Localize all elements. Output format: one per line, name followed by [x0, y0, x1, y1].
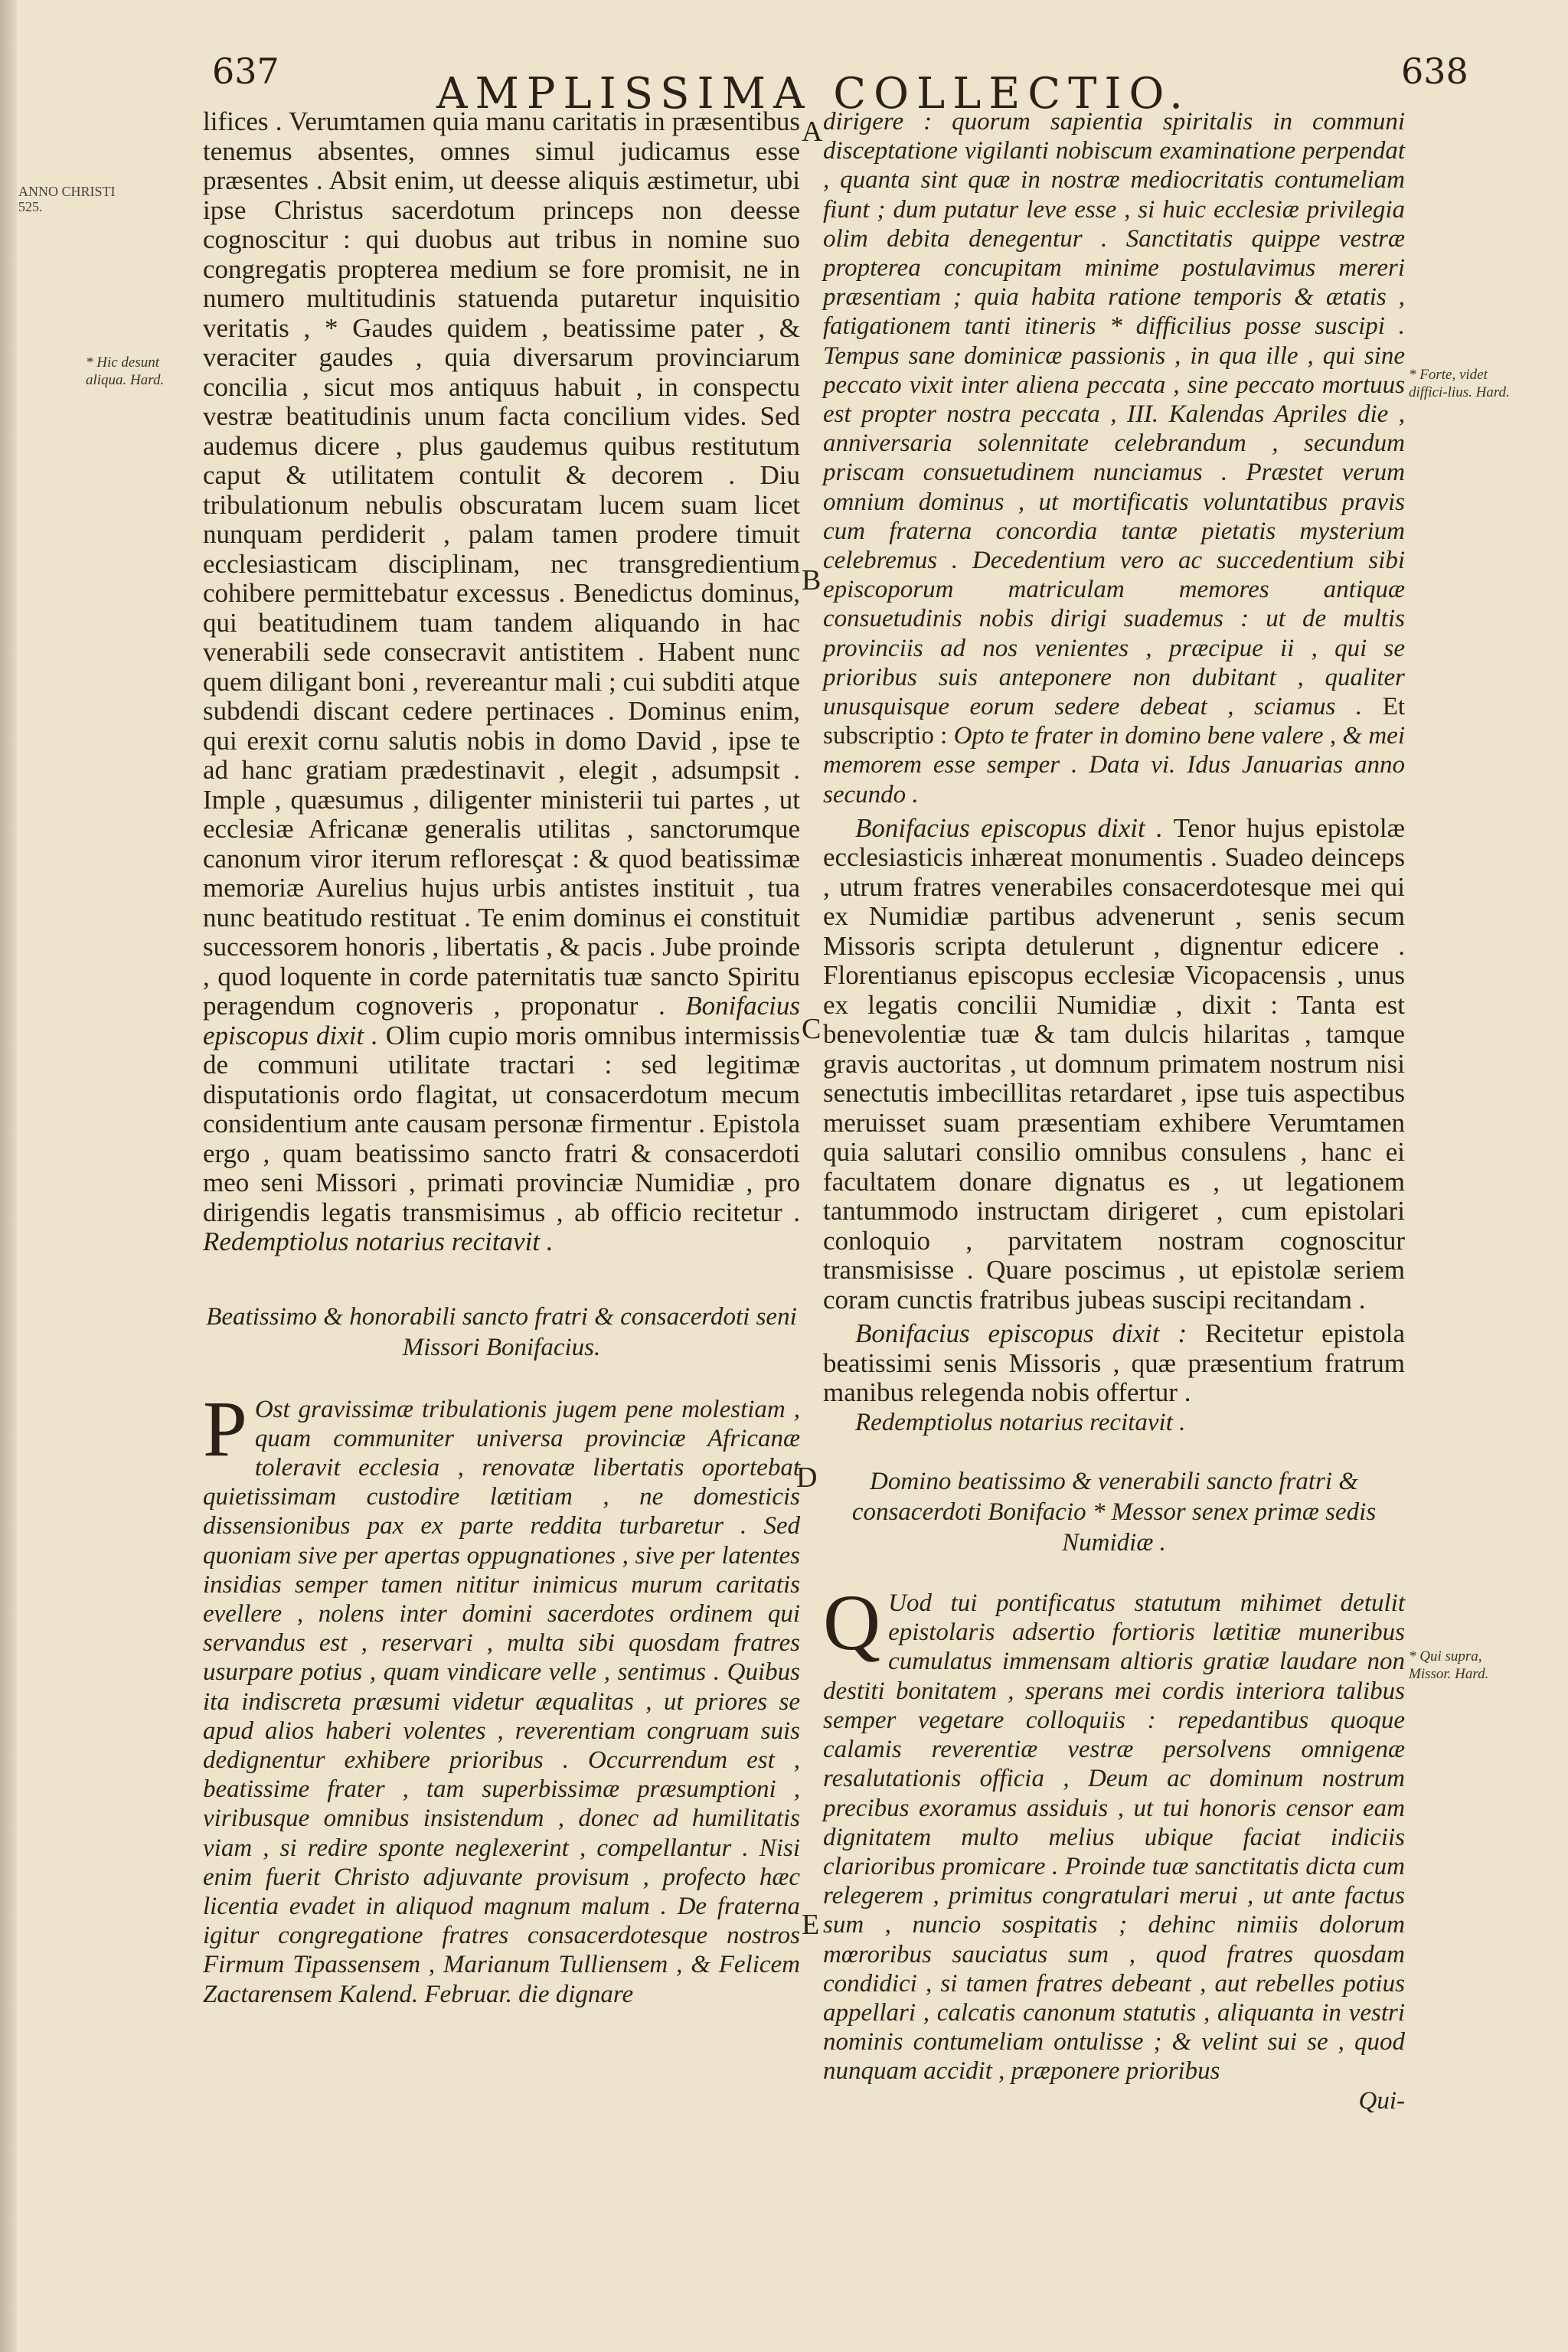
right-letter-title: Domino beatissimo & venerabili sancto fratri & consacerdoti Bonifacio * Messor senex primæ sedis Numidiæ . [851, 1468, 1377, 1557]
outer-margin-anno [18, 184, 116, 214]
left-body [203, 107, 800, 1257]
anno-year: 525. [18, 199, 43, 214]
section-letter-b: B [802, 564, 822, 596]
right-letter [823, 1579, 1405, 2086]
margin-note-forte: * Forte, videt diffici-lius. Hard. [1409, 367, 1510, 400]
right-letter-continuation [823, 107, 1405, 809]
margin-note-qui: * Qui supra, Missor. Hard. [1409, 1648, 1489, 1682]
right-speaker-2: Bonifacius episcopus dixit : [855, 1318, 1187, 1349]
right-page-number: 638 [1401, 51, 1468, 92]
right-column [823, 107, 1405, 2115]
left-page-number: 637 [212, 51, 279, 92]
section-letter-c: C [802, 1013, 822, 1045]
right-roman-2: Tenor hujus epistolæ ecclesiasticis inhæreat monumentis . Suadeo deinceps , utrum fratres venerabiles consacerdotesque mei qui ex Numidiæ partibus advenerunt , senis secum Missoris scripta detulerunt , dignentur edicere . Florentianus episcopus ecclesiæ Vicopacensis , unus ex legatis concilii Numidiæ , dixit : Tanta est benevolentiæ tuæ & tam dulcis hilaritas , tamque gravis auctoritas , ut domnum primatem nostrum nisi senectutis imbecillitas retardaret , ipse tuis aspectibus meruisset suam præsentiam exhibere Verumtamen quia salutari consilio omnibus consulens , hanc ei facultatem donare dignatus es , ut legationem tantummodo instructam dirigeret , cum epistolari conloquio , parvitatem nostram cognoscitur transmisisse . Quare poscimus , ut epistolæ seriem coram cunctis fratribus jubeas suscipi recitandam . [823, 812, 1405, 1315]
anno-label: ANNO CHRISTI [18, 184, 116, 199]
catchword: Qui- [1358, 2086, 1405, 2115]
left-dropcap: P [203, 1384, 247, 1473]
right-speaker-1: Bonifacius episcopus dixit . [855, 812, 1163, 843]
left-letter [203, 1384, 800, 2009]
section-letter-e: E [802, 1909, 820, 1941]
right-letter-text: Uod tui pontificatus statutum mihimet detulit epistolaris adsertio fortioris lætitiæ muneribus cumulatus immensam altioris gratiæ laudare non destiti bonitatem , sperans mei cordis interiora talibus semper vegetare colloquiis : repedantibus quoque calamis reverentiæ vestræ persolvens omnigenæ resalutationis officia , Deum ac dominum nostrum precibus exoramus assiduis , ut tui honoris censor eam dignitatem multo melius ubique faciat indiciis clarioribus promicare . Proinde tuæ sanctitatis dicta cum relegerem , primitus congratulari merui , ut ante factus sum , nuncio sospitatis ; dehinc nimiis dolorum mœroribus sauciatus sum , quod fratres quosdam condidici , si tamen fratres debeant , aut rebelles potius appellari , calcatis canonum statutis , aliquanta in vestri nominis contumeliam ontulisse ; & velint sui se , quod nunquam accidit , præponere prioribus [823, 1589, 1405, 2086]
right-paragraph-3 [823, 1319, 1405, 1408]
left-letter-title: Beatissimo & honorabili sancto fratri & consacerdoti seni Missori Bonifacius. [206, 1302, 797, 1361]
left-main-text-2: Olim cupio moris omnibus intermissis de communi utilitate tractari : sed legitimæ disputationis ordo flagitat, ut consacerdotum mecum considentium ante causam personæ firmentur . Epistola ergo , quam beatissimo sancto fratri & consacerdoti meo seni Missori , primati provinciæ Numidiæ , pro dirigendis legatis transmisimus , ab officio recitetur . [203, 1020, 800, 1227]
left-speaker: Bonifacius episcopus dixit . [203, 991, 800, 1050]
page-edge [0, 0, 17, 2352]
right-paragraph-2 [823, 814, 1405, 1315]
section-letter-d: D [796, 1462, 818, 1494]
left-letter-text: Ost gravissimæ tribulationis jugem pene molestiam , quam communiter universa provinciæ Africanæ toleravit ecclesia , renovatæ libertatis oportebat quietissimam custodire lætitiam , ne domesticis dissensionibus pax ex parte reddita turbaretur . Sed quoniam sive per apertas oppugnationes , sive per latentes insidias semper tamen nititur inimicus murum caritatis evellere , nolens inter domini sacerdotes ordinem qui servandus est , reservari , multa sibi quosdam fratres usurpare potius , quam vindicare velle , sentimus . Quibus ita indiscreta præsumi videtur æqualitas , ut priores se apud alios haberi volentes , reverentiam congruam suis dedignentur exhibere prioribus . Occurrendum est , beatissime frater , tam superbissimæ præsumptioni , viribusque omnibus insistendum , donec ad humilitatis viam , si redire sponte neglexerint , compellantur . Nisi enim fuerit Christo adjuvante provisum , profecto hæc licentia evadet in aliquod magnum malum . De fraterna igitur congregatione fratres consacerdotesque nostros Firmum Tipassensem , Marianum Tulliensem , & Felicem Zactarensem Kalend. Februar. die dignare [203, 1395, 800, 2008]
right-subscriptio: Et subscriptio : [823, 693, 1406, 750]
left-column [203, 107, 800, 2009]
running-head: AMPLISSIMA COLLECTIO. [436, 69, 1191, 119]
right-dropcap: Q [823, 1579, 881, 1668]
left-main-text: lifices . Verumtamen quia manu caritatis in præsentibus tenemus absentes, omnes simul judicamus esse præsentes . Absit enim, ut deesse aliquis æstimetur, ubi ipse Christus sacerdotum princeps non deesse cognoscitur : qui duobus aut tribus in nomine suo congregatis propterea medium se fore promisit, ne in numero multitudinis statuenda putaretur inquisitio veritatis , * Gaudes quidem , beatissime pater , & veraciter gaudes , quia diversarum provinciarum concilia , sicut mos antiquus habuit , in conspectu vestræ beatitudinis unum facta concilium vides. Sed audemus dicere , plus gaudemus quibus restitutum caput & utilitatem contulit & decorem . Diu tribulationum nebulis obscuratam lucem suam licet nunquam perdiderit , palam tamen prodere timuit ecclesiasticam disciplinam, nec transgredientium cohibere permittebatur excessus . Benedictus dominus, qui beatitudinem tuam tandem aliquando in hac venerabili sede consecravit antistitem . Habent nunc quem diligant boni , revereantur mali ; cui subditi atque subdendi discant cedere pertinaces . Dominus enim, qui erexit cornu salutis nobis in domo David , ipse te ad hanc gratiam prædestinavit , elegit , adsumpsit . Imple , quæsumus , diligenter ministerii tui partes , ut ecclesiæ Africanæ generalis utilitas , sanctorumque canonum viror iterum refloresçat : & quod beatissimæ memoriæ Aurelius hujus urbis antistes instituit , tua nunc beatitudo restituat . Te enim dominus ei constituit successorem honoris , libertatis , & pacis . Jube proinde , quod loquente in corde paternitatis tuæ sancto Spiritu peragendum cognoveris , proponatur . [203, 106, 800, 1021]
right-roman-3: Recitetur epistola beatissimi senis Missoris , quæ præsentium fratrum manibus relegenda nobis offertur . [823, 1318, 1406, 1408]
margin-note-hic: * Hic desunt aliqua. Hard. [86, 354, 165, 388]
right-italic-1b: Opto te frater in domino bene valere , & mei memorem esse semper . Data vi. Idus Januarias anno secundo . [823, 722, 1405, 808]
left-notary: Redemptiolus notarius recitavit . [203, 1227, 554, 1256]
right-italic-1: dirigere : quorum sapientia spiritalis in communi disceptatione vigilanti nobiscum examinatione perpendat , quanta sint quæ in nostræ mediocritatis contumeliam fiunt ; dum putatur leve esse , si huic ecclesiæ privilegia olim debita denegentur . Sanctitatis quippe vestræ propterea concupitam minime postulavimus mereri præsentiam ; quia habita ratione temporis & ætatis , fatigationem tanti itineris * difficilius posse suscipi . Tempus sane dominicæ passionis , in qua ille , qui sine peccato vixit inter aliena peccata , sine peccato mortuus est propter nostra peccata , III. Kalendas Apriles die , anniversaria solennitate celebrandum , secundum priscam consuetudinem nunciamus . Præstet verum omnium dominus , ut mortificatis voluntatibus pravis cum fraterna concordia tantæ pietatis mysterium celebremus . Decedentium vero ac succedentium sibi episcoporum matriculam memores antiquæ consuetudinis nobis dirigi suademus : ut de multis provinciis ad nos venientes , præcipue ii , qui se prioribus suis anteponere non dubitant , qualiter unusquisque eorum sedere debeat , sciamus . [823, 108, 1405, 721]
section-letter-a: A [802, 116, 823, 148]
right-notary: Redemptiolus notarius recitavit . [855, 1408, 1186, 1436]
